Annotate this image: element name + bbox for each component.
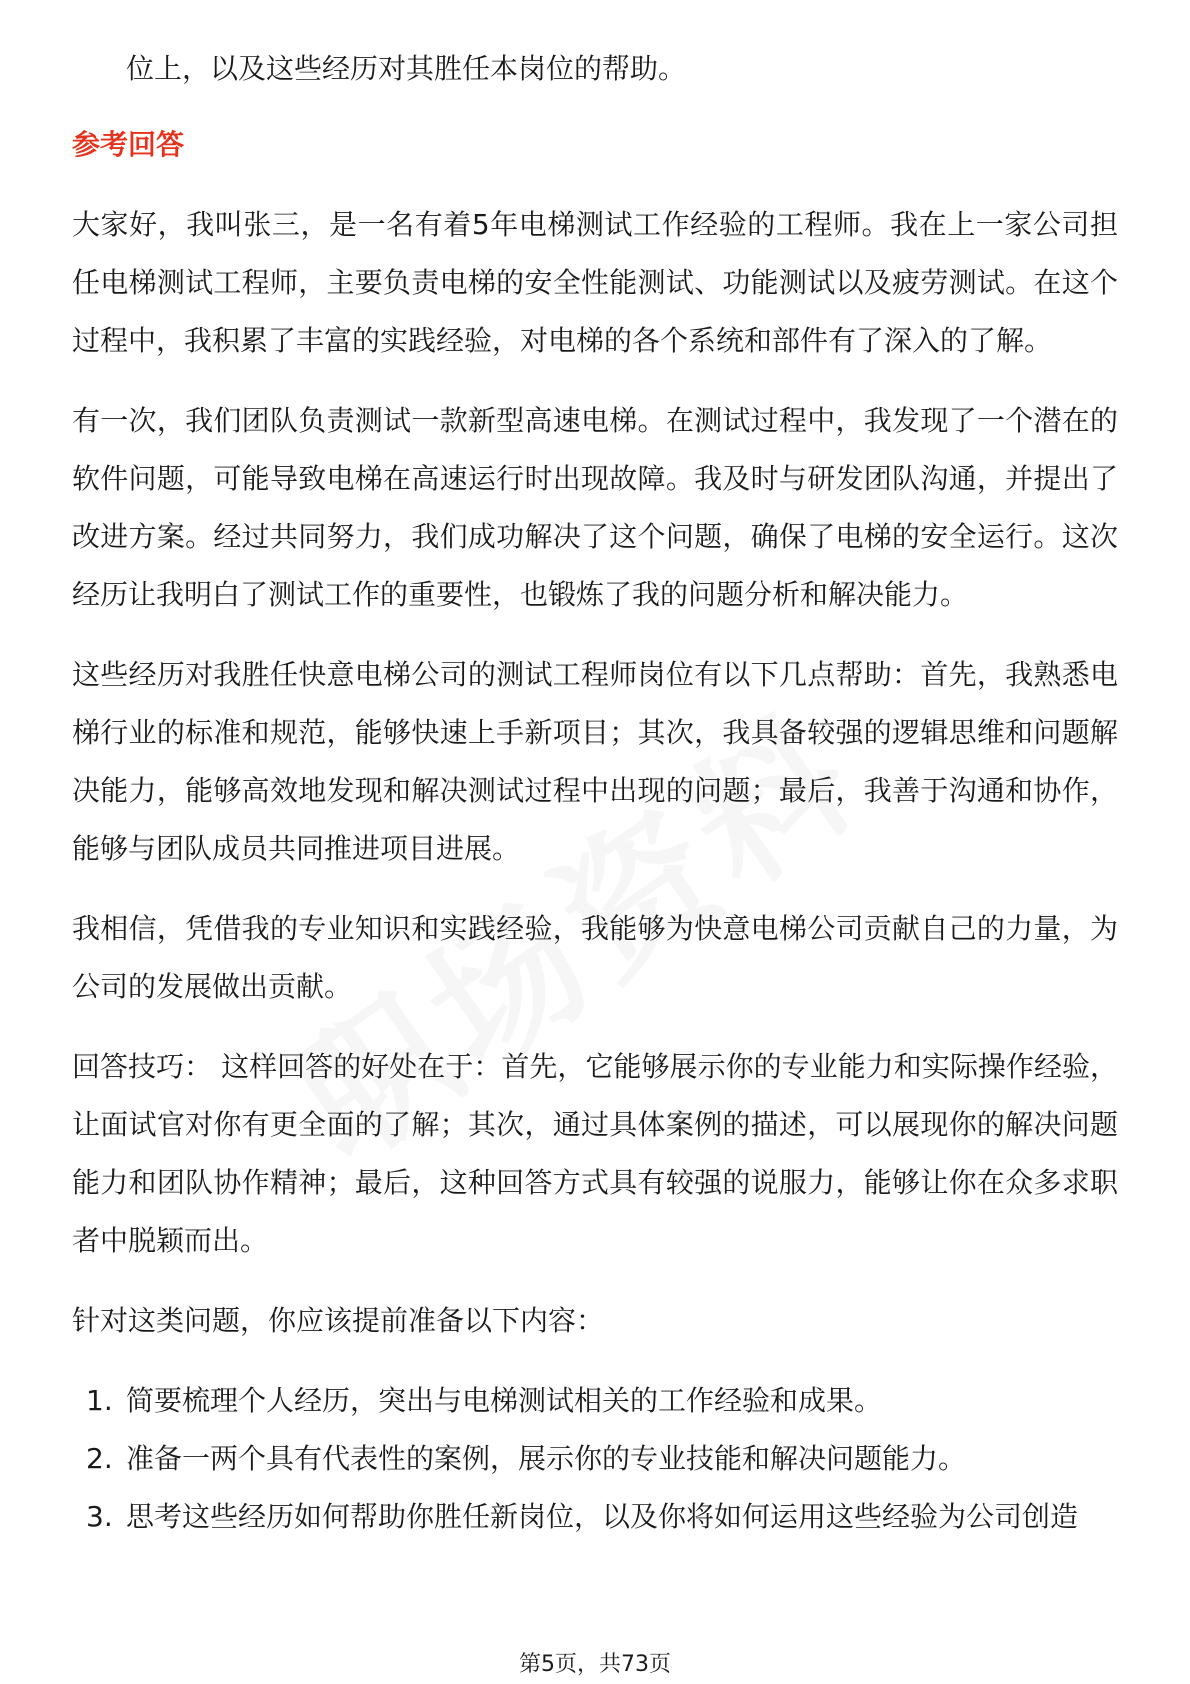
preparation-intro: 针对这类问题，你应该提前准备以下内容： <box>72 1304 605 1337</box>
answer-paragraph-benefits: 这些经历对我胜任快意电梯公司的测试工程师岗位有以下几点帮助：首先，我熟悉电梯行业的标准和规范，能够快速上手新项目；其次，我具备较强的逻辑思维和问题解决能力，能够高效地发现和解决测试过程中出现的问题；最后，我善于沟通和协作，能够与团队成员共同推进项目进展。 <box>72 658 1118 865</box>
list-item <box>72 1488 1118 1546</box>
page-content <box>72 40 1118 1546</box>
answer-paragraph-closing: 我相信，凭借我的专业知识和实践经验，我能够为快意电梯公司贡献自己的力量，为公司的发展做出贡献。 <box>72 912 1118 1003</box>
question-tail: 位上，以及这些经历对其胜任本岗位的帮助。 <box>126 52 687 85</box>
list-item-text: 准备一两个具有代表性的案例，展示你的专业技能和解决问题能力。 <box>126 1442 967 1475</box>
list-item-number: 2. <box>86 1442 113 1475</box>
list-item-number: 3. <box>86 1500 113 1533</box>
page-footer: 第5页，共73页 <box>519 1652 671 1677</box>
list-item <box>72 1430 1118 1488</box>
list-item-text: 简要梳理个人经历，突出与电梯测试相关的工作经验和成果。 <box>126 1384 883 1417</box>
answer-paragraph-case: 有一次，我们团队负责测试一款新型高速电梯。在测试过程中，我发现了一个潜在的软件问题，可能导致电梯在高速运行时出现故障。我及时与研发团队沟通，并提出了改进方案。经过共同努力，我们成功解决了这个问题，确保了电梯的安全运行。这次经历让我明白了测试工作的重要性，也锻炼了我的问题分析和解决能力。 <box>72 404 1118 611</box>
answer-heading: 参考回答 <box>72 128 185 161</box>
list-item <box>72 1372 1118 1430</box>
answer-paragraph-intro: 大家好，我叫张三，是一名有着5年电梯测试工作经验的工程师。我在上一家公司担任电梯测试工程师，主要负责电梯的安全性能测试、功能测试以及疲劳测试。在这个过程中，我积累了丰富的实践经验，对电梯的各个系统和部件有了深入的了解。 <box>72 208 1118 357</box>
list-item-number: 1. <box>86 1384 113 1417</box>
answer-tips-paragraph: 回答技巧： 这样回答的好处在于：首先，它能够展示你的专业能力和实际操作经验，让面试官对你有更全面的了解；其次，通过具体案例的描述，可以展现你的解决问题能力和团队协作精神；最后，这种回答方式具有较强的说服力，能够让你在众多求职者中脱颖而出。 <box>72 1050 1118 1257</box>
list-item-text: 思考这些经历如何帮助你胜任新岗位，以及你将如何运用这些经验为公司创造 <box>126 1500 1079 1533</box>
preparation-list <box>72 1372 1118 1546</box>
